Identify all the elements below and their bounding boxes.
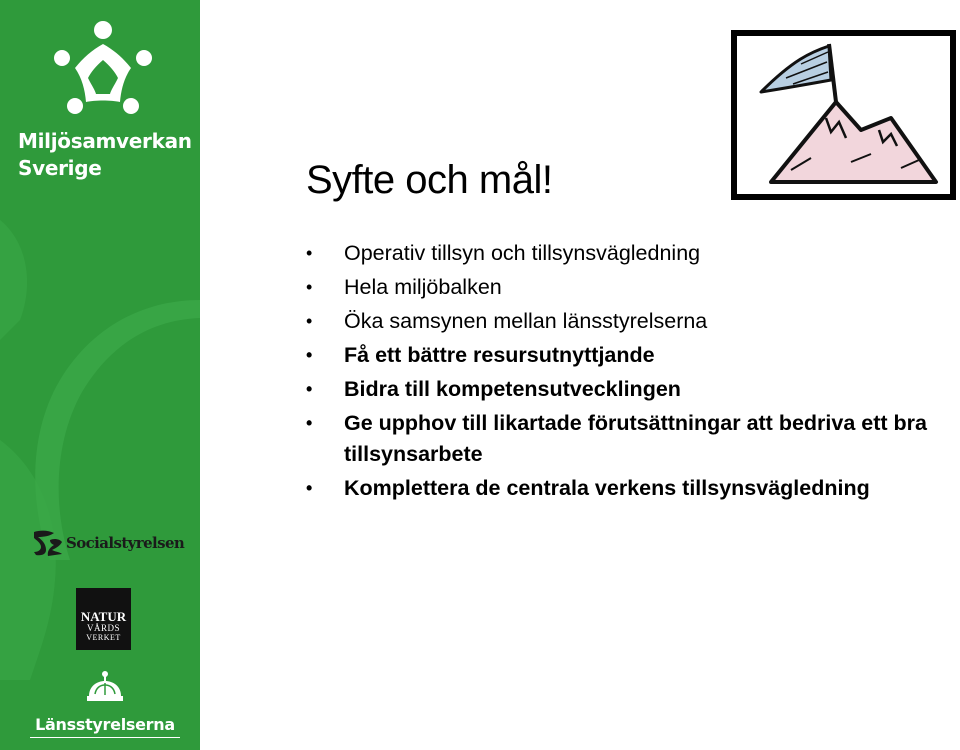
flower-icon [48, 18, 158, 123]
miljosamverkan-logo-text [18, 128, 192, 182]
mountain-flag-icon [731, 30, 956, 200]
bullet-text: Komplettera de centrala verkens tillsynsvägledning [344, 476, 870, 500]
logo-line1: Miljösamverkan [18, 129, 192, 153]
bullet-text: Bidra till kompetensutvecklingen [344, 377, 681, 401]
naturvards-line3: VERKET [86, 633, 121, 642]
bullet-item [306, 408, 946, 470]
bullet-dot: • [306, 478, 313, 498]
crown-icon [83, 670, 127, 704]
slide-title: Syfte och mål! [306, 158, 553, 202]
bullet-dot: • [306, 277, 313, 297]
logo-line2: Sverige [18, 156, 102, 180]
lansstyrelserna-label: Länsstyrelserna [30, 715, 180, 738]
bullet-text: Öka samsynen mellan länsstyrelserna [344, 309, 708, 333]
naturvards-line1: NATUR [80, 609, 127, 624]
bullet-dot: • [306, 311, 313, 331]
socialstyrelsen-logo [30, 528, 184, 558]
naturvardsverket-logo [76, 588, 131, 650]
bullet-text: Få ett bättre resursutnyttjande [344, 343, 655, 367]
lansstyrelserna-logo [30, 670, 180, 738]
socialstyrelsen-emblem-icon [30, 528, 64, 558]
bullet-text: Operativ tillsyn och tillsynsvägledning [344, 241, 701, 265]
bullet-dot: • [306, 243, 313, 263]
bullet-dot: • [306, 379, 313, 399]
bullet-item [306, 306, 946, 337]
bullet-item [306, 473, 946, 504]
bullet-item [306, 238, 946, 269]
bullet-text: Ge upphov till likartade förutsättningar att bedriva ett bra tillsynsarbete [344, 411, 927, 466]
bullet-item [306, 272, 946, 303]
bullet-list [306, 238, 946, 507]
bullet-item [306, 340, 946, 371]
naturvards-line2: VÅRDS [86, 623, 120, 633]
socialstyrelsen-label: Socialstyrelsen [66, 534, 185, 552]
bullet-text: Hela miljöbalken [344, 275, 502, 299]
bullet-item [306, 374, 946, 405]
bullet-dot: • [306, 413, 313, 433]
bullet-dot: • [306, 345, 313, 365]
sidebar [0, 0, 200, 750]
